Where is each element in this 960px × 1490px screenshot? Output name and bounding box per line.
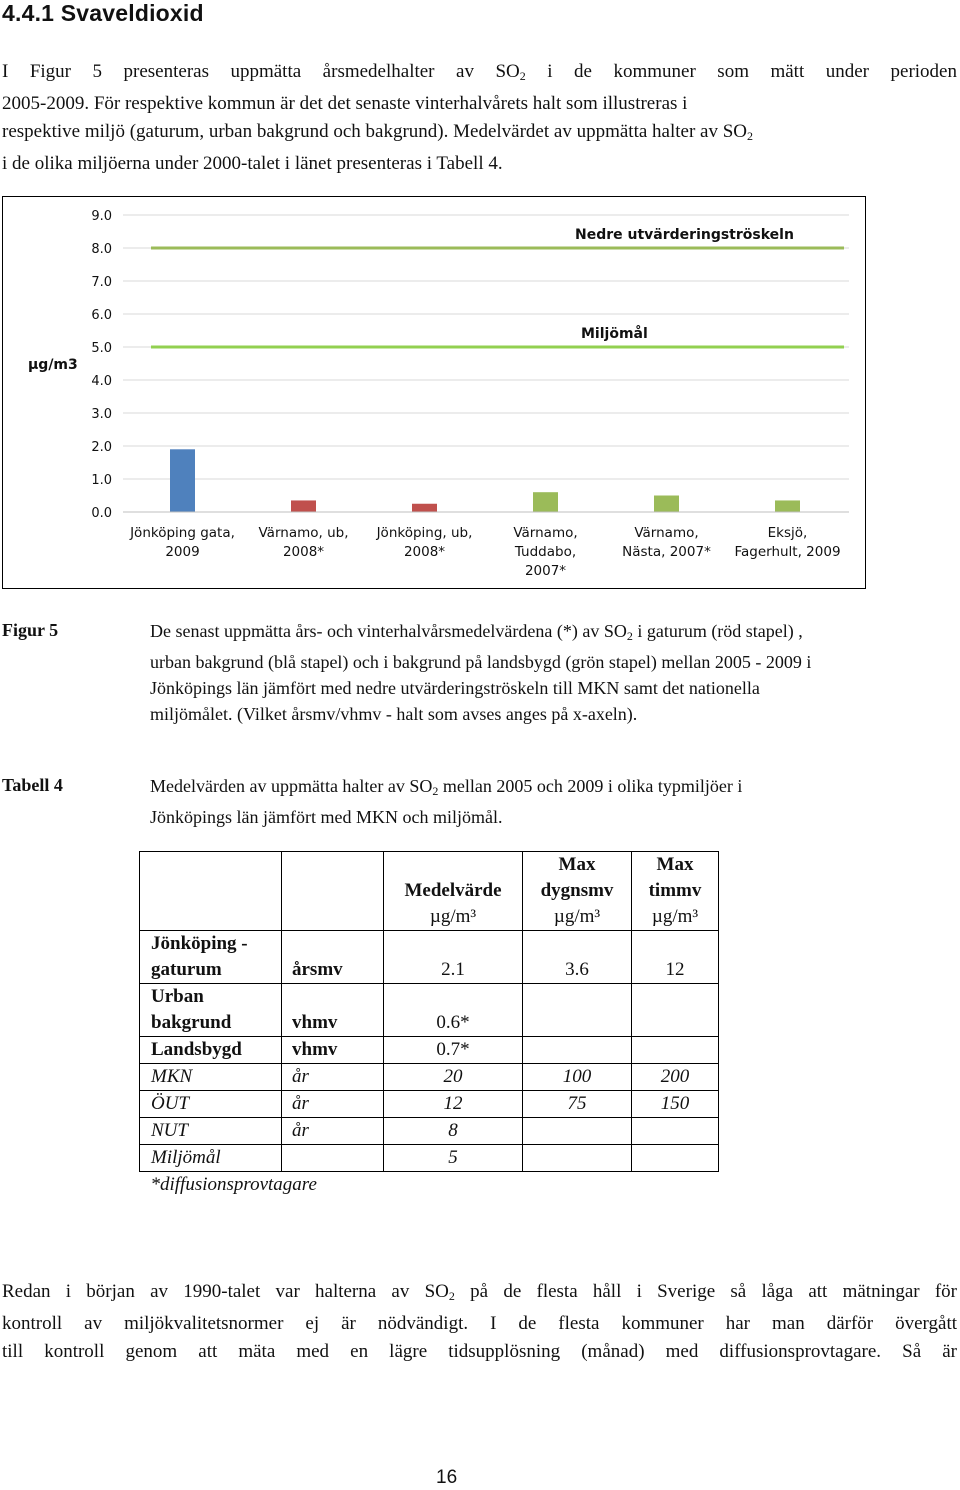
- row-mean: 5: [384, 1145, 523, 1172]
- bar: [654, 496, 679, 513]
- intro-paragraph: [2, 58, 957, 178]
- y-tick-label: 7.0: [91, 275, 112, 290]
- bar: [412, 504, 437, 512]
- row-mean: 0.6*: [384, 984, 523, 1037]
- y-tick-label: 3.0: [91, 407, 112, 422]
- figure-caption-subscript: 2: [626, 629, 633, 643]
- header-cell-empty-2: [282, 852, 384, 931]
- table-footnote: *diffusionsprovtagare: [150, 1174, 317, 1195]
- row-name: Miljömål: [140, 1145, 282, 1172]
- x-tick-label: 2008*: [282, 544, 325, 560]
- x-tick-label: Jönköping gata,: [130, 525, 235, 541]
- row-max-hour: 150: [632, 1091, 719, 1118]
- row-max-hour: [632, 1118, 719, 1145]
- header-cell-empty-1: [140, 852, 282, 931]
- row-name-line-1: Jönköping -: [151, 933, 248, 954]
- y-tick-label: 4.0: [91, 374, 112, 389]
- row-name-line-2: bakgrund: [151, 1012, 232, 1033]
- table-caption-line-1a: Medelvärden av uppmätta halter av SO: [150, 776, 433, 796]
- x-tick-label: Värnamo, ub,: [258, 525, 349, 541]
- table-row: [140, 1037, 719, 1064]
- row-max-day: [523, 1037, 632, 1064]
- x-tick-label: Tuddabo,: [514, 544, 577, 560]
- header-hour-label-1: Max: [656, 854, 694, 875]
- closing-line-3: till kontroll genom att mäta med en lägre tidsupplösning (månad) med diffusionsprovtagare. Så är: [2, 1341, 957, 1362]
- row-period: år: [282, 1091, 384, 1118]
- figure-caption-label: Figur 5: [2, 620, 59, 640]
- x-tick-label: Eksjö,: [767, 525, 808, 541]
- row-max-hour: 200: [632, 1064, 719, 1091]
- row-name: [140, 931, 282, 984]
- intro-line-1a: I Figur 5 presenteras uppmätta årsmedelhalter av SO: [2, 61, 520, 82]
- row-max-day: [523, 1145, 632, 1172]
- table-row: [140, 1091, 719, 1118]
- closing-line-2: kontroll av miljökvalitetsnormer ej är nödvändigt. I de flesta kommuner har man därför övergått: [2, 1313, 957, 1334]
- row-mean: 8: [384, 1118, 523, 1145]
- header-cell-hour: [632, 852, 719, 931]
- table-row: [140, 1145, 719, 1172]
- row-period: år: [282, 1064, 384, 1091]
- y-tick-label: 0.0: [91, 506, 112, 521]
- header-hour-label-2: timmv: [648, 880, 702, 901]
- header-cell-mean: [384, 852, 523, 931]
- row-period: vhmv: [282, 984, 384, 1037]
- row-max-day: 3.6: [523, 931, 632, 984]
- row-name: MKN: [140, 1064, 282, 1091]
- figure-caption-line-1a: De senast uppmätta års- och vinterhalvårsmedelvärdena (*) av SO: [150, 621, 627, 641]
- row-period: årsmv: [282, 931, 384, 984]
- row-max-hour: 12: [632, 931, 719, 984]
- intro-line-3-subscript: 2: [747, 129, 753, 143]
- row-max-day: 100: [523, 1064, 632, 1091]
- figure-caption-line-3: Jönköpings län jämfört med nedre utvärderingströskeln till MKN samt det nationella: [150, 678, 760, 698]
- row-max-hour: [632, 1037, 719, 1064]
- row-max-day: 75: [523, 1091, 632, 1118]
- row-max-hour: [632, 984, 719, 1037]
- figure-caption-text: [150, 618, 960, 727]
- table-caption-subscript: 2: [432, 784, 439, 798]
- table-row: [140, 1064, 719, 1091]
- figure-caption-line-2: urban bakgrund (blå stapel) och i bakgrund på landsbygd (grön stapel) mellan 2005 - 2009 i: [150, 652, 812, 672]
- section-heading: 4.4.1 Svaveldioxid: [2, 0, 204, 26]
- y-tick-label: 1.0: [91, 473, 112, 488]
- row-max-day: [523, 1118, 632, 1145]
- row-max-day: [523, 984, 632, 1037]
- header-cell-day: [523, 852, 632, 931]
- reference-line-label: Miljömål: [581, 326, 648, 342]
- table-4: [139, 851, 719, 1198]
- y-tick-label: 9.0: [91, 209, 112, 224]
- page-number: 16: [436, 1467, 458, 1488]
- header-day-label-1: Max: [558, 854, 596, 875]
- closing-line-1-subscript: 2: [448, 1289, 455, 1303]
- row-mean: 2.1: [384, 931, 523, 984]
- bar: [291, 500, 316, 512]
- row-mean: 0.7*: [384, 1037, 523, 1064]
- intro-line-1b: i de kommuner som mätt under perioden: [525, 61, 957, 82]
- table-row: [140, 931, 719, 984]
- x-tick-label: Jönköping, ub,: [376, 525, 473, 541]
- figure-caption-line-1b: i gaturum (röd stapel) ,: [632, 621, 803, 641]
- table-caption-text: [150, 773, 960, 830]
- closing-line-1b: på de flesta håll i Sverige så låga att mätningar för: [454, 1281, 957, 1302]
- x-tick-label: Fagerhult, 2009: [734, 544, 841, 560]
- y-tick-label: 2.0: [91, 440, 112, 455]
- row-name-line-2: gaturum: [151, 959, 222, 980]
- row-max-hour: [632, 1145, 719, 1172]
- intro-line-3: respektive miljö (gaturum, urban bakgrund och bakgrund). Medelvärdet av uppmätta halter av SO: [2, 121, 747, 142]
- table-caption-label: Tabell 4: [2, 775, 63, 795]
- table-row: [140, 1118, 719, 1145]
- bar-chart: [3, 197, 867, 590]
- header-mean-label: Medelvärde: [404, 880, 502, 901]
- table-caption-line-1b: mellan 2005 och 2009 i olika typmiljöer i: [438, 776, 743, 796]
- closing-paragraph: [2, 1278, 957, 1366]
- header-day-label-2: dygnsmv: [540, 880, 614, 901]
- figure-5-chart: [2, 196, 866, 589]
- x-tick-label: Nästa, 2007*: [622, 544, 711, 560]
- header-mean-unit: µg/m³: [429, 906, 477, 927]
- row-name: Landsbygd: [140, 1037, 282, 1064]
- header-hour-unit: µg/m³: [651, 906, 699, 927]
- intro-line-1-subscript: 2: [519, 69, 526, 83]
- table-caption-line-2: Jönköpings län jämfört med MKN och miljömål.: [150, 807, 503, 827]
- reference-line-label: Nedre utvärderingströskeln: [575, 227, 794, 243]
- row-period: vhmv: [282, 1037, 384, 1064]
- y-tick-label: 8.0: [91, 242, 112, 257]
- row-name: ÖUT: [140, 1091, 282, 1118]
- row-name: [140, 984, 282, 1037]
- row-period: [282, 1145, 384, 1172]
- table-row: [140, 984, 719, 1037]
- y-tick-label: 5.0: [91, 341, 112, 356]
- x-tick-label: 2008*: [403, 544, 446, 560]
- header-day-unit: µg/m³: [553, 906, 601, 927]
- bar: [170, 449, 195, 512]
- bar: [533, 492, 558, 512]
- row-name: NUT: [140, 1118, 282, 1145]
- intro-line-4: i de olika miljöerna under 2000-talet i länet presenteras i Tabell 4.: [2, 153, 503, 174]
- row-mean: 12: [384, 1091, 523, 1118]
- x-tick-label: Värnamo,: [634, 525, 699, 541]
- x-tick-label: 2007*: [524, 563, 567, 579]
- intro-line-2: 2005-2009. För respektive kommun är det det senaste vinterhalvårets halt som illustreras i: [2, 93, 688, 114]
- y-tick-label: 6.0: [91, 308, 112, 323]
- table-footnote-row: [140, 1172, 719, 1199]
- x-tick-label: 2009: [165, 544, 200, 560]
- y-axis-label: µg/m3: [28, 357, 78, 373]
- x-tick-label: Värnamo,: [513, 525, 578, 541]
- row-mean: 20: [384, 1064, 523, 1091]
- bar: [775, 500, 800, 512]
- row-period: år: [282, 1118, 384, 1145]
- figure-caption-line-4: miljömålet. (Vilket årsmv/vhmv - halt som avses anges på x-axeln).: [150, 704, 638, 724]
- closing-line-1a: Redan i början av 1990-talet var halterna av SO: [2, 1281, 449, 1302]
- table-header-row: [140, 852, 719, 931]
- row-name-line-1: Urban: [151, 986, 204, 1007]
